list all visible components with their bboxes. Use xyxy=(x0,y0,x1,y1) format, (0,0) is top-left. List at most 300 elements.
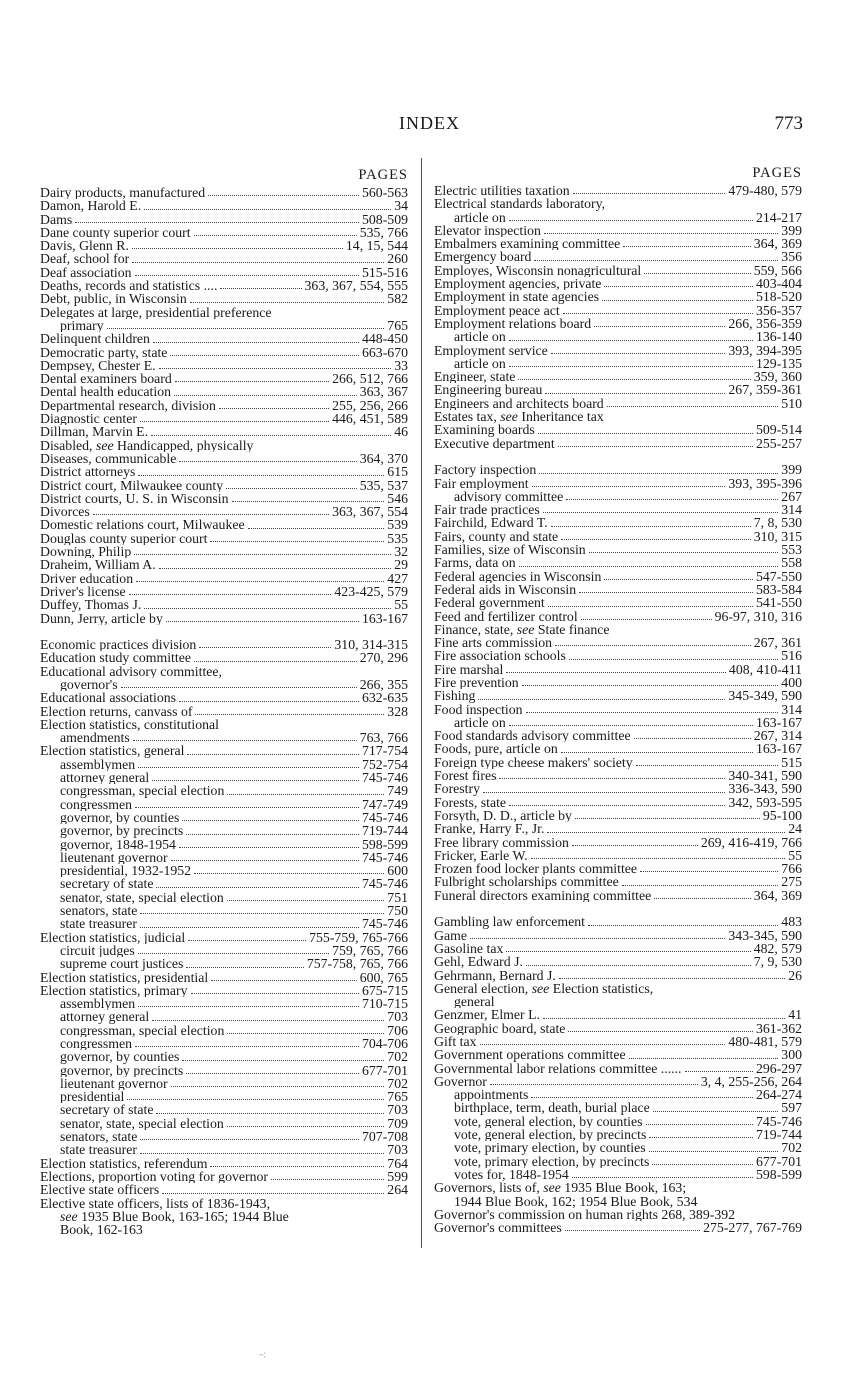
index-entry xyxy=(40,412,408,425)
entry-pages: 33 xyxy=(394,358,408,373)
entry-pages: 163-167 xyxy=(362,611,408,625)
entry-term: Federal government xyxy=(434,596,545,610)
entry-pages: 361-362 xyxy=(756,1021,802,1035)
entry-term: Dempsey, Chester E. xyxy=(40,358,156,373)
dot-leader xyxy=(219,408,329,409)
index-entry xyxy=(434,782,802,795)
index-entry xyxy=(40,1064,408,1077)
entry-pages: 751 xyxy=(387,890,408,905)
entry-pages: 535 xyxy=(387,531,408,546)
entry-term: Forsyth, D. D., article by xyxy=(434,808,572,823)
dot-leader xyxy=(75,222,359,223)
index-entry xyxy=(40,984,408,997)
dot-leader xyxy=(186,967,303,968)
index-entries-right xyxy=(434,184,802,1234)
dot-leader xyxy=(594,326,725,327)
index-entry xyxy=(434,556,802,569)
entry-pages: 702 xyxy=(387,1076,408,1091)
entry-term: Draheim, William A. xyxy=(40,558,156,572)
index-entry xyxy=(434,1048,802,1061)
index-entry xyxy=(40,1210,408,1223)
index-entry xyxy=(40,505,408,518)
entry-pages: 314 xyxy=(781,702,802,716)
dot-leader xyxy=(140,913,384,914)
entry-pages: 510 xyxy=(781,396,802,411)
entry-pages: 719-744 xyxy=(362,824,408,838)
entry-term: District courts, U. S. in Wisconsin xyxy=(40,491,229,506)
index-entry xyxy=(434,742,802,755)
dot-leader xyxy=(654,898,750,899)
index-entry xyxy=(434,875,802,888)
entry-pages: 364, 369 xyxy=(753,888,802,903)
index-entry xyxy=(40,239,408,252)
dot-leader xyxy=(156,887,359,888)
entry-term: Employment peace act xyxy=(434,303,560,317)
entry-pages: 707-708 xyxy=(362,1130,408,1144)
dot-leader xyxy=(175,381,329,382)
index-entry xyxy=(40,452,408,465)
index-entry xyxy=(40,1010,408,1023)
index-entry xyxy=(40,944,408,957)
entry-term: governor, by counties xyxy=(60,810,180,825)
entry-term: Elective state officers xyxy=(40,1183,160,1197)
entry-term: votes for, 1848-1954 xyxy=(454,1167,569,1182)
entry-term: governor, by precincts xyxy=(60,1063,184,1077)
index-entry xyxy=(434,463,802,476)
index-entry xyxy=(434,516,802,529)
entry-pages: 34 xyxy=(394,199,408,213)
letter-section-gap xyxy=(40,625,408,638)
entry-pages: 508-509 xyxy=(362,212,408,226)
entry-term: Farms, data on xyxy=(434,556,516,570)
index-entry xyxy=(434,995,802,1008)
dot-leader xyxy=(588,925,778,926)
index-entry xyxy=(434,583,802,596)
index-entry xyxy=(40,705,408,718)
entry-term: Economic practices division xyxy=(40,638,197,652)
index-entry xyxy=(434,211,802,224)
dot-leader xyxy=(559,978,785,979)
dot-leader xyxy=(186,834,359,835)
entry-term: Free library commission xyxy=(434,835,569,849)
entry-pages: 393, 395-396 xyxy=(728,476,802,490)
dot-leader xyxy=(220,288,301,289)
index-entry xyxy=(434,277,802,290)
entry-pages: 755-759, 765-766 xyxy=(309,930,408,944)
entry-pages: 763, 766 xyxy=(359,731,408,745)
entry-pages: 364, 370 xyxy=(359,451,408,466)
dot-leader xyxy=(509,805,725,806)
entry-pages: 541-550 xyxy=(756,596,802,610)
entry-term: Fishing xyxy=(434,689,476,703)
entry-pages: 399 xyxy=(781,223,802,238)
dot-leader xyxy=(622,885,779,886)
index-entry xyxy=(40,638,408,651)
entry-term: Emergency board xyxy=(434,250,532,264)
entry-pages: 300 xyxy=(781,1048,802,1062)
entry-pages: 703 xyxy=(387,1103,408,1117)
entry-pages: 717-754 xyxy=(362,744,408,758)
dot-leader xyxy=(151,435,391,436)
index-entry xyxy=(40,279,408,292)
dot-leader xyxy=(227,900,385,901)
dot-leader xyxy=(634,738,751,739)
dot-leader xyxy=(227,1126,385,1127)
index-entry xyxy=(40,864,408,877)
entry-term: senators, state xyxy=(60,904,138,918)
entry-term: state treasurer xyxy=(60,1143,137,1157)
entry-term: District court, Milwaukee county xyxy=(40,478,224,492)
dot-leader xyxy=(170,355,359,356)
dot-leader xyxy=(636,765,779,766)
entry-pages: 163-167 xyxy=(756,715,802,730)
entry-term: general xyxy=(454,995,495,1009)
index-entry xyxy=(434,197,802,210)
dot-leader xyxy=(133,740,357,741)
index-entry xyxy=(40,439,408,452)
entry-term: Driver education xyxy=(40,571,134,585)
entry-term: Elevator inspection xyxy=(434,223,541,238)
entry-term: Deaf association xyxy=(40,265,132,280)
dot-leader xyxy=(227,794,384,795)
entry-term: Engineers and architects board xyxy=(434,396,604,411)
entry-pages: 599 xyxy=(387,1169,408,1184)
dot-leader xyxy=(129,594,332,595)
entry-term: Departmental research, division xyxy=(40,398,216,413)
entry-pages: 275-277, 767-769 xyxy=(703,1221,802,1235)
entry-pages: 264 xyxy=(387,1183,408,1197)
dot-leader xyxy=(190,302,385,303)
entry-term: Downing, Philip xyxy=(40,545,132,559)
entry-pages: 600 xyxy=(387,864,408,878)
entry-term: Deaf, school for xyxy=(40,252,130,266)
entry-pages: 766 xyxy=(781,862,802,876)
dot-leader xyxy=(561,539,751,540)
entry-pages: 356 xyxy=(781,250,802,264)
index-entry xyxy=(434,955,802,968)
index-entry xyxy=(40,319,408,332)
dot-leader xyxy=(569,659,778,660)
entry-term: Funeral directors examining committee xyxy=(434,888,652,903)
dot-leader xyxy=(649,1137,753,1138)
index-entry xyxy=(434,1088,802,1101)
entry-pages: 95-100 xyxy=(762,808,802,823)
entry-term: Dunn, Jerry, article by xyxy=(40,611,163,625)
dot-leader xyxy=(144,608,391,609)
entry-term: Employment service xyxy=(434,343,548,357)
index-entry xyxy=(434,929,802,942)
dot-leader xyxy=(519,566,779,567)
entry-term: Gambling law enforcement xyxy=(434,915,585,929)
entry-pages: 745-746 xyxy=(362,850,408,865)
entry-pages: 759, 765, 766 xyxy=(332,943,408,958)
index-entry xyxy=(40,665,408,678)
entry-term: appointments xyxy=(454,1088,529,1102)
entry-term: governor's xyxy=(60,677,118,692)
dot-leader xyxy=(581,619,712,620)
entry-term: congressman, special election xyxy=(60,784,225,798)
entry-term: Election statistics, referendum xyxy=(40,1156,208,1170)
dot-leader xyxy=(563,313,753,314)
entry-term: Food inspection xyxy=(434,702,523,716)
dot-leader xyxy=(135,275,359,276)
entry-pages: 582 xyxy=(387,292,408,306)
entry-pages: 55 xyxy=(394,598,408,612)
entry-pages: 702 xyxy=(781,1141,802,1155)
index-entry xyxy=(40,891,408,904)
entry-pages: 553 xyxy=(781,543,802,557)
index-entry xyxy=(434,756,802,769)
index-entry xyxy=(434,1168,802,1181)
entry-term: Franke, Harry F., Jr. xyxy=(434,822,545,836)
entry-term: Diseases, communicable xyxy=(40,451,177,466)
entry-term: Debt, public, in Wisconsin xyxy=(40,292,187,306)
dot-leader xyxy=(159,368,392,369)
entry-pages: 703 xyxy=(387,1010,408,1024)
entry-pages: 547-550 xyxy=(756,569,802,583)
entry-term: birthplace, term, death, burial place xyxy=(454,1101,650,1115)
index-entry xyxy=(434,437,802,450)
entry-pages: 598-599 xyxy=(756,1167,802,1182)
entry-pages: 260 xyxy=(387,252,408,266)
index-entry xyxy=(434,530,802,543)
entry-term: Educational associations xyxy=(40,691,177,705)
entry-term: attorney general xyxy=(60,771,150,785)
index-entry xyxy=(40,1077,408,1090)
entry-pages: 704-706 xyxy=(362,1037,408,1051)
index-entry xyxy=(40,492,408,505)
entry-term: Fire prevention xyxy=(434,675,519,690)
index-entry xyxy=(434,1128,802,1141)
index-entries-left xyxy=(40,186,408,1236)
entry-pages: 41 xyxy=(788,1008,802,1022)
dot-leader xyxy=(136,581,384,582)
index-entry xyxy=(40,691,408,704)
entry-term: congressmen xyxy=(60,1037,133,1051)
entry-pages: 29 xyxy=(394,558,408,572)
entry-term: Feed and fertilizer control xyxy=(434,609,578,623)
entry-term: Gasoline tax xyxy=(434,941,504,956)
index-entry xyxy=(40,385,408,398)
entry-pages: 559, 566 xyxy=(753,263,802,278)
entry-term: Governor xyxy=(434,1074,487,1089)
entry-term: Douglas county superior court xyxy=(40,531,208,546)
index-entry xyxy=(434,716,802,729)
dot-leader xyxy=(522,685,779,686)
dot-leader xyxy=(565,1230,700,1231)
entry-term: Election statistics, judicial xyxy=(40,930,186,944)
index-entry xyxy=(434,397,802,410)
entry-term: state treasurer xyxy=(60,917,137,931)
entry-pages: 399 xyxy=(781,463,802,477)
entry-pages: 129-135 xyxy=(756,356,802,371)
entry-pages: 55 xyxy=(788,848,802,863)
dot-leader xyxy=(539,473,778,474)
entry-term: Governor's committees xyxy=(434,1221,562,1235)
dot-leader xyxy=(179,701,359,702)
entry-pages: 560-563 xyxy=(362,186,408,200)
dot-leader xyxy=(140,421,329,422)
entry-pages: 479-480, 579 xyxy=(728,184,802,198)
entry-term: Fire association schools xyxy=(434,649,566,663)
dot-leader xyxy=(227,1033,384,1034)
entry-term: vote, primary election, by precincts xyxy=(454,1154,650,1168)
dot-leader xyxy=(210,1166,384,1167)
dot-leader xyxy=(483,792,725,793)
dot-leader xyxy=(138,953,329,954)
dot-leader xyxy=(171,860,359,861)
index-entry xyxy=(40,784,408,797)
entry-term: Forests, state xyxy=(434,795,507,809)
dot-leader xyxy=(543,512,779,513)
dot-leader xyxy=(174,395,357,396)
dot-leader xyxy=(191,993,359,994)
entry-term: Dillman, Marvin E. xyxy=(40,425,149,439)
dot-leader xyxy=(509,366,753,367)
dot-leader xyxy=(506,951,750,952)
entry-pages: 96-97, 310, 316 xyxy=(714,609,802,623)
entry-pages: 267, 314 xyxy=(753,729,802,743)
entry-pages: 7, 9, 530 xyxy=(753,955,802,969)
entry-pages: 342, 593-595 xyxy=(728,795,802,809)
index-entry xyxy=(434,1221,802,1234)
entry-pages: 750 xyxy=(387,904,408,918)
entry-pages: 356-357 xyxy=(756,303,802,317)
entry-term: Gift tax xyxy=(434,1035,477,1049)
index-entry xyxy=(40,651,408,664)
entry-pages: 515 xyxy=(781,755,802,770)
entry-pages: 267 xyxy=(781,489,802,504)
entry-pages: 364, 369 xyxy=(753,237,802,251)
entry-term: article on xyxy=(454,210,506,224)
index-entry xyxy=(434,663,802,676)
entry-term: circuit judges xyxy=(60,943,135,958)
dot-leader xyxy=(685,1071,753,1072)
dot-leader xyxy=(135,1046,359,1047)
dot-leader xyxy=(194,235,357,236)
index-entry xyxy=(434,290,802,303)
entry-pages: 546 xyxy=(387,491,408,506)
dot-leader xyxy=(568,1031,753,1032)
pages-heading: PAGES xyxy=(752,165,802,181)
entry-term: Elections, proportion voting for governor xyxy=(40,1169,268,1184)
index-entry xyxy=(40,731,408,744)
dot-leader xyxy=(572,845,698,846)
entry-pages: 535, 766 xyxy=(359,225,408,240)
index-entry xyxy=(434,543,802,556)
entry-pages: 310, 315 xyxy=(753,529,802,544)
index-entry xyxy=(434,1155,802,1168)
entry-term: Engineering bureau xyxy=(434,383,543,397)
index-entry xyxy=(40,545,408,558)
entry-pages: 702 xyxy=(387,1050,408,1064)
entry-pages: 136-140 xyxy=(756,330,802,344)
entry-term: Electrical standards laboratory, xyxy=(434,197,606,211)
letter-section-gap xyxy=(434,902,802,915)
entry-term: congressman, special election xyxy=(60,1023,225,1037)
entry-pages: 363, 367, 554, 555 xyxy=(304,279,408,293)
entry-pages: 745-746 xyxy=(362,771,408,785)
entry-pages: 345-349, 590 xyxy=(728,689,802,703)
dot-leader xyxy=(211,980,356,981)
index-entry xyxy=(40,1223,408,1236)
index-entry xyxy=(434,849,802,862)
entry-pages: 214-217 xyxy=(756,210,802,224)
index-entry xyxy=(434,423,802,436)
index-entry xyxy=(40,213,408,226)
dot-leader xyxy=(532,486,726,487)
index-entry xyxy=(434,1115,802,1128)
entry-pages: 747-749 xyxy=(362,797,408,811)
dot-leader xyxy=(182,820,359,821)
dot-leader xyxy=(179,461,356,462)
entry-pages: 359, 360 xyxy=(753,370,802,384)
entry-pages: 632-635 xyxy=(362,691,408,705)
dot-leader xyxy=(226,488,357,489)
index-entry xyxy=(40,798,408,811)
index-entry xyxy=(40,585,408,598)
entry-term: senator, state, special election xyxy=(60,1116,224,1131)
index-entry xyxy=(434,1141,802,1154)
dot-leader xyxy=(499,778,725,779)
dot-leader xyxy=(604,579,753,580)
dot-leader xyxy=(555,645,751,646)
entry-pages: 757-758, 765, 766 xyxy=(306,957,408,971)
dot-leader xyxy=(509,220,753,221)
dot-leader xyxy=(543,1018,785,1019)
dot-leader xyxy=(558,446,753,447)
index-entry xyxy=(40,904,408,917)
entry-pages: 264-274 xyxy=(756,1088,802,1102)
entry-term: secretary of state xyxy=(60,877,154,891)
dot-leader xyxy=(652,1164,753,1165)
entry-term: Election statistics, general xyxy=(40,744,185,758)
dot-leader xyxy=(182,1060,384,1061)
index-entry xyxy=(434,703,802,716)
index-entry xyxy=(434,370,802,383)
dot-leader xyxy=(140,927,359,928)
dot-leader xyxy=(538,433,753,434)
entry-term: Employment relations board xyxy=(434,316,592,331)
index-entry xyxy=(40,851,408,864)
dot-leader xyxy=(248,528,385,529)
entry-term: article on xyxy=(454,356,506,371)
entry-term: Federal agencies in Wisconsin xyxy=(434,569,602,583)
entry-term: Federal aids in Wisconsin xyxy=(434,582,577,597)
index-entry xyxy=(434,862,802,875)
entry-term: Foreign type cheese makers' society xyxy=(434,755,633,770)
entry-pages: 266, 356-359 xyxy=(728,316,802,331)
footer-mark: ∹ xyxy=(258,1350,267,1361)
entry-pages: 558 xyxy=(781,556,802,570)
entry-term: Book, 162-163 xyxy=(60,1223,143,1237)
column-divider xyxy=(421,158,422,1248)
index-entry xyxy=(40,518,408,531)
index-entry xyxy=(434,809,802,822)
index-entry xyxy=(434,796,802,809)
entry-term: Diagnostic center xyxy=(40,412,137,426)
entry-pages: 749 xyxy=(387,784,408,798)
entry-term: 1944 Blue Book, 162; 1954 Blue Book, 534 xyxy=(454,1194,698,1208)
entry-pages: 518-520 xyxy=(756,290,802,304)
index-entry xyxy=(40,479,408,492)
dot-leader xyxy=(653,1111,779,1112)
entry-pages: 745-746 xyxy=(362,917,408,931)
index-entry xyxy=(40,346,408,359)
entry-term: Election statistics, constitutional xyxy=(40,717,219,732)
index-entry xyxy=(40,332,408,345)
dot-leader xyxy=(232,501,385,502)
